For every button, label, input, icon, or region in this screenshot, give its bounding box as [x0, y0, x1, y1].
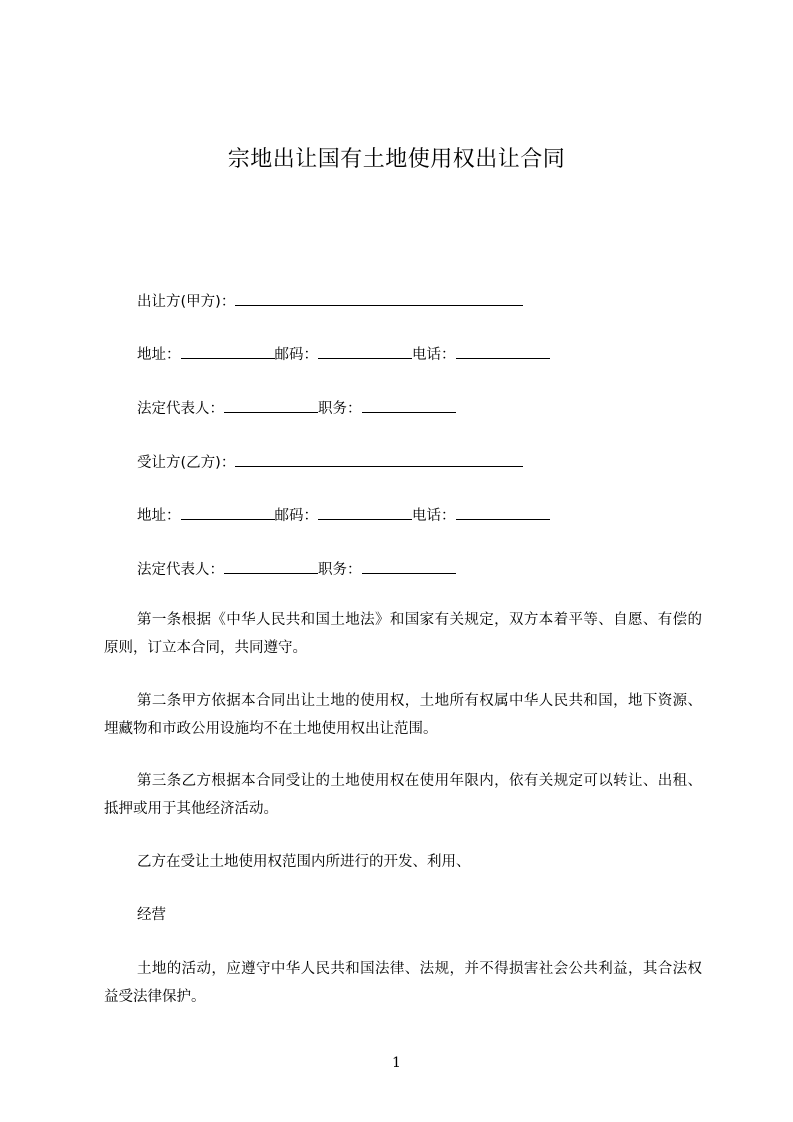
party-b-postcode-label: 邮码： — [274, 508, 318, 524]
party-a-rep-label: 法定代表人： — [137, 401, 224, 417]
party-b-rep-blank[interactable] — [224, 559, 318, 574]
party-a-position-label: 职务： — [318, 401, 362, 417]
party-a-address-line — [137, 344, 550, 365]
party-b-rep-line — [137, 559, 456, 580]
party-a-phone-blank[interactable] — [456, 344, 550, 359]
party-b-address-line — [137, 505, 550, 526]
party-b-position-label: 职务： — [318, 562, 362, 578]
party-a-position-blank[interactable] — [362, 398, 456, 413]
party-b-phone-label: 电话： — [412, 508, 456, 524]
party-a-address-blank[interactable] — [181, 344, 275, 359]
article-3: 第三条乙方根据本合同受让的土地使用权在使用年限内，依有关规定可以转让、出租、抵押或用于其他经济活动。 — [104, 773, 702, 817]
party-b-address-label: 地址： — [137, 508, 181, 524]
article-3-continuation-3: 土地的活动，应遵守中华人民共和国法律、法规，并不得损害社会公共利益，其合法权益受法律保护。 — [104, 961, 702, 1005]
party-b-line — [137, 452, 523, 473]
party-b-postcode-blank[interactable] — [318, 505, 412, 520]
party-a-line — [137, 291, 523, 312]
party-b-address-blank[interactable] — [181, 505, 275, 520]
party-a-postcode-label: 邮码： — [274, 347, 318, 363]
party-a-rep-line — [137, 398, 456, 419]
party-a-phone-label: 电话： — [412, 347, 456, 363]
party-b-phone-blank[interactable] — [456, 505, 550, 520]
party-a-postcode-blank[interactable] — [318, 344, 412, 359]
document-title: 宗地出让国有土地使用权出让合同 — [227, 147, 566, 172]
party-a-address-label: 地址： — [137, 347, 181, 363]
party-a-rep-blank[interactable] — [224, 398, 318, 413]
article-3-continuation: 乙方在受让土地使用权范围内所进行的开发、利用、 — [137, 854, 471, 870]
article-3-continuation-2: 经营 — [137, 907, 166, 923]
page-number: 1 — [392, 1055, 401, 1071]
party-b-rep-label: 法定代表人： — [137, 562, 224, 578]
article-1: 第一条根据《中华人民共和国土地法》和国家有关规定，双方本着平等、自愿、有偿的原则，订立本合同，共同遵守。 — [104, 612, 702, 656]
article-2: 第二条甲方依据本合同出让土地的使用权，土地所有权属中华人民共和国，地下资源、埋藏物和市政公用设施均不在土地使用权出让范围。 — [104, 693, 702, 737]
party-a-blank[interactable] — [235, 291, 523, 306]
party-b-blank[interactable] — [235, 452, 523, 467]
party-b-label: 受让方(乙方)： — [137, 455, 236, 471]
party-b-position-blank[interactable] — [362, 559, 456, 574]
party-a-label: 出让方(甲方)： — [137, 294, 236, 310]
